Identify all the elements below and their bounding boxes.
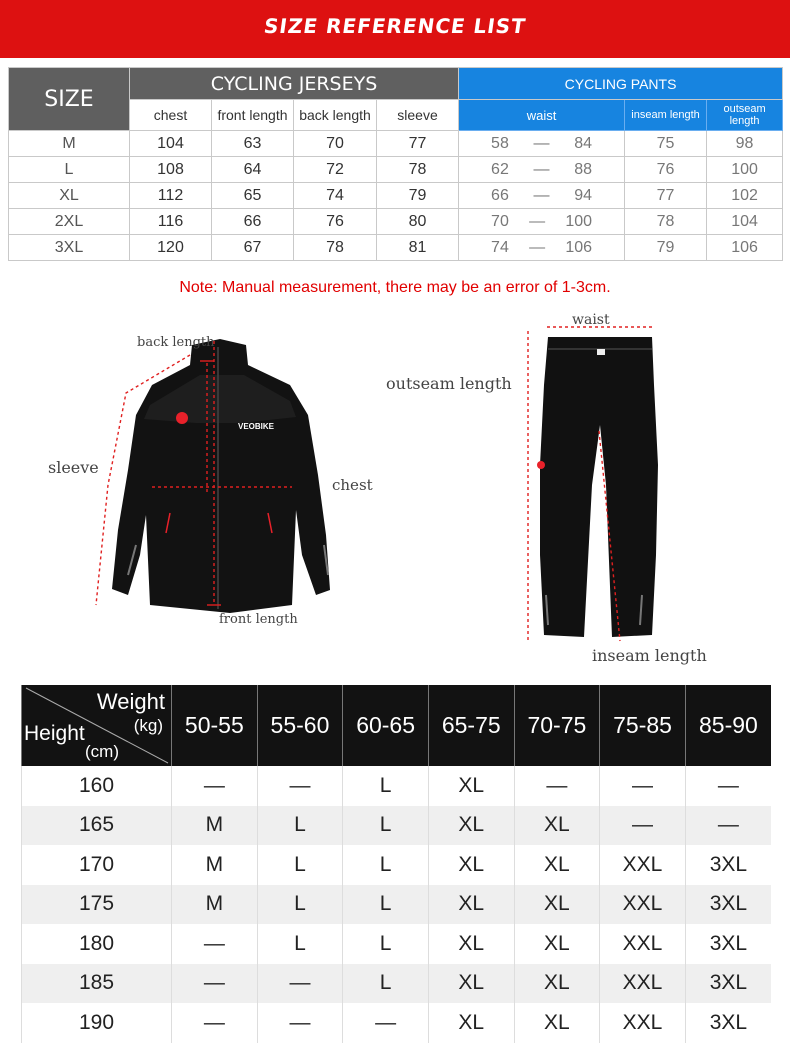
waist-min: 70 [491,212,509,230]
size-cell: XXL [600,885,686,925]
size-cell: M [9,131,130,157]
size-cell: — [172,1003,258,1043]
waist-min: 62 [491,160,509,178]
back-length-cell: 74 [294,183,377,209]
label-back-length: back length [137,335,215,350]
column-header-back-length: back length [294,100,377,131]
size-cell: L [343,766,429,806]
size-cell: XL [428,845,514,885]
size-cell: XL [9,183,130,209]
measurement-note: Note: Manual measurement, there may be an error of 1-3cm. [179,279,611,296]
chest-cell: 116 [130,209,212,235]
waist-max: 94 [574,186,593,204]
size-cell: XXL [600,845,686,885]
inseam-cell: 76 [625,157,707,183]
size-cell: XL [514,924,600,964]
outseam-cell: 102 [707,183,783,209]
weight-range-header: 50-55 [172,685,258,766]
table-row [9,157,783,183]
sleeve-cell: 78 [377,157,459,183]
size-cell: 3XL [685,885,771,925]
weight-range-header: 75-85 [600,685,686,766]
sleeve-cell: 80 [377,209,459,235]
label-inseam-length: inseam length [592,646,707,665]
outseam-cell: 100 [707,157,783,183]
waist-min: 66 [491,186,509,204]
size-cell: — [685,806,771,846]
sleeve-cell: 79 [377,183,459,209]
label-outseam-length: outseam length [386,374,512,393]
size-cell: L [257,885,343,925]
height-cell: 180 [22,924,172,964]
back-length-cell: 70 [294,131,377,157]
column-header-inseam: inseam length [625,100,707,131]
back-length-cell: 78 [294,235,377,261]
weight-range-header: 55-60 [257,685,343,766]
height-cell: 165 [22,806,172,846]
back-length-cell: 72 [294,157,377,183]
label-front-length: front length [219,612,298,627]
table-row [22,964,772,1004]
table-row [22,766,772,806]
front-length-cell: 63 [212,131,294,157]
size-cell: L [257,924,343,964]
size-cell: 3XL [685,1003,771,1043]
chest-cell: 112 [130,183,212,209]
chest-cell: 104 [130,131,212,157]
size-cell: XL [514,964,600,1004]
size-cell: XL [428,806,514,846]
size-cell: XL [514,885,600,925]
outseam-cell: 98 [707,131,783,157]
waist-max: 100 [565,212,593,230]
waist-min: 58 [491,134,509,152]
front-length-cell: 64 [212,157,294,183]
size-cell: L [343,924,429,964]
pants-header: CYCLING PANTS [459,68,783,100]
weight-range-header: 70-75 [514,685,600,766]
jacket-logo: VEOBIKE [238,422,275,431]
waist-cell [459,209,625,235]
waist-cell [459,235,625,261]
size-cell: — [685,766,771,806]
weight-range-header: 65-75 [428,685,514,766]
garment-illustrations [0,305,790,675]
waist-max: 84 [574,134,593,152]
banner-title: SIZE REFERENCE LIST [262,14,528,38]
weight-height-corner [22,685,172,766]
size-cell: 2XL [9,209,130,235]
size-cell: — [257,1003,343,1043]
size-cell: — [600,766,686,806]
waist-dash: — [533,134,550,152]
inseam-cell: 79 [625,235,707,261]
front-length-cell: 67 [212,235,294,261]
column-header-waist: waist [459,100,625,131]
size-cell: L [257,845,343,885]
height-cell: 175 [22,885,172,925]
size-cell: L [343,885,429,925]
size-cell: 3XL [685,964,771,1004]
label-chest: chest [332,476,373,494]
weight-height-table [21,685,771,1043]
size-cell: XL [514,845,600,885]
sleeve-cell: 81 [377,235,459,261]
garment-drawing [0,305,790,675]
size-cell: M [172,806,258,846]
column-header-sleeve: sleeve [377,100,459,131]
size-cell: — [172,924,258,964]
height-cell: 190 [22,1003,172,1043]
jerseys-header: CYCLING JERSEYS [130,68,459,100]
table-row [22,806,772,846]
size-cell: XL [428,766,514,806]
size-cell: XL [428,924,514,964]
column-header-chest: chest [130,100,212,131]
height-cell: 170 [22,845,172,885]
size-cell: XXL [600,924,686,964]
waist-min: 74 [491,238,509,256]
waist-dash: — [529,238,546,256]
size-cell: — [257,766,343,806]
waist-max: 88 [574,160,593,178]
size-cell: — [600,806,686,846]
label-waist: waist [572,312,610,328]
size-cell: XXL [600,964,686,1004]
table-row [9,235,783,261]
waist-dash: — [533,186,550,204]
table-row [22,885,772,925]
size-cell: XL [514,806,600,846]
pants-illustration [537,337,658,637]
table-row [22,924,772,964]
outseam-cell: 104 [707,209,783,235]
size-cell: XL [428,1003,514,1043]
size-cell: L [257,806,343,846]
size-reference-table [8,67,783,261]
size-cell: — [172,964,258,1004]
height-label: Height [24,722,85,745]
size-cell: M [172,885,258,925]
size-cell: XXL [600,1003,686,1043]
waist-cell [459,131,625,157]
front-length-cell: 66 [212,209,294,235]
chest-cell: 108 [130,157,212,183]
weight-range-header: 85-90 [685,685,771,766]
cm-label: (cm) [85,742,119,761]
chest-cell: 120 [130,235,212,261]
outseam-cell: 106 [707,235,783,261]
size-cell: L [343,964,429,1004]
size-cell: — [257,964,343,1004]
front-length-cell: 65 [212,183,294,209]
inseam-cell: 75 [625,131,707,157]
size-cell: L [9,157,130,183]
waist-dash: — [529,212,546,230]
size-cell: XL [428,885,514,925]
size-header: SIZE [9,68,130,131]
size-cell: — [343,1003,429,1043]
weight-range-header: 60-65 [343,685,429,766]
label-sleeve: sleeve [48,458,99,477]
waist-cell [459,157,625,183]
size-cell: 3XL [9,235,130,261]
kg-label: (kg) [133,716,163,735]
jacket-illustration [112,339,330,613]
column-header-front-length: front length [212,100,294,131]
sleeve-cell: 77 [377,131,459,157]
size-cell: — [514,766,600,806]
table-row [9,209,783,235]
weight-label: Weight [96,689,165,714]
table-row [9,131,783,157]
table-row [9,183,783,209]
waist-cell [459,183,625,209]
inseam-cell: 77 [625,183,707,209]
inseam-cell: 78 [625,209,707,235]
size-cell: L [343,845,429,885]
size-cell: XL [514,1003,600,1043]
table-row [22,1003,772,1043]
size-cell: XL [428,964,514,1004]
column-header-outseam: outseam length [707,100,783,131]
size-cell: 3XL [685,845,771,885]
size-cell: 3XL [685,924,771,964]
size-cell: — [172,766,258,806]
table-row [22,845,772,885]
size-cell: L [343,806,429,846]
height-cell: 185 [22,964,172,1004]
title-banner [0,0,790,58]
height-cell: 160 [22,766,172,806]
waist-dash: — [533,160,550,178]
back-length-cell: 76 [294,209,377,235]
size-cell: M [172,845,258,885]
waist-max: 106 [565,238,593,256]
